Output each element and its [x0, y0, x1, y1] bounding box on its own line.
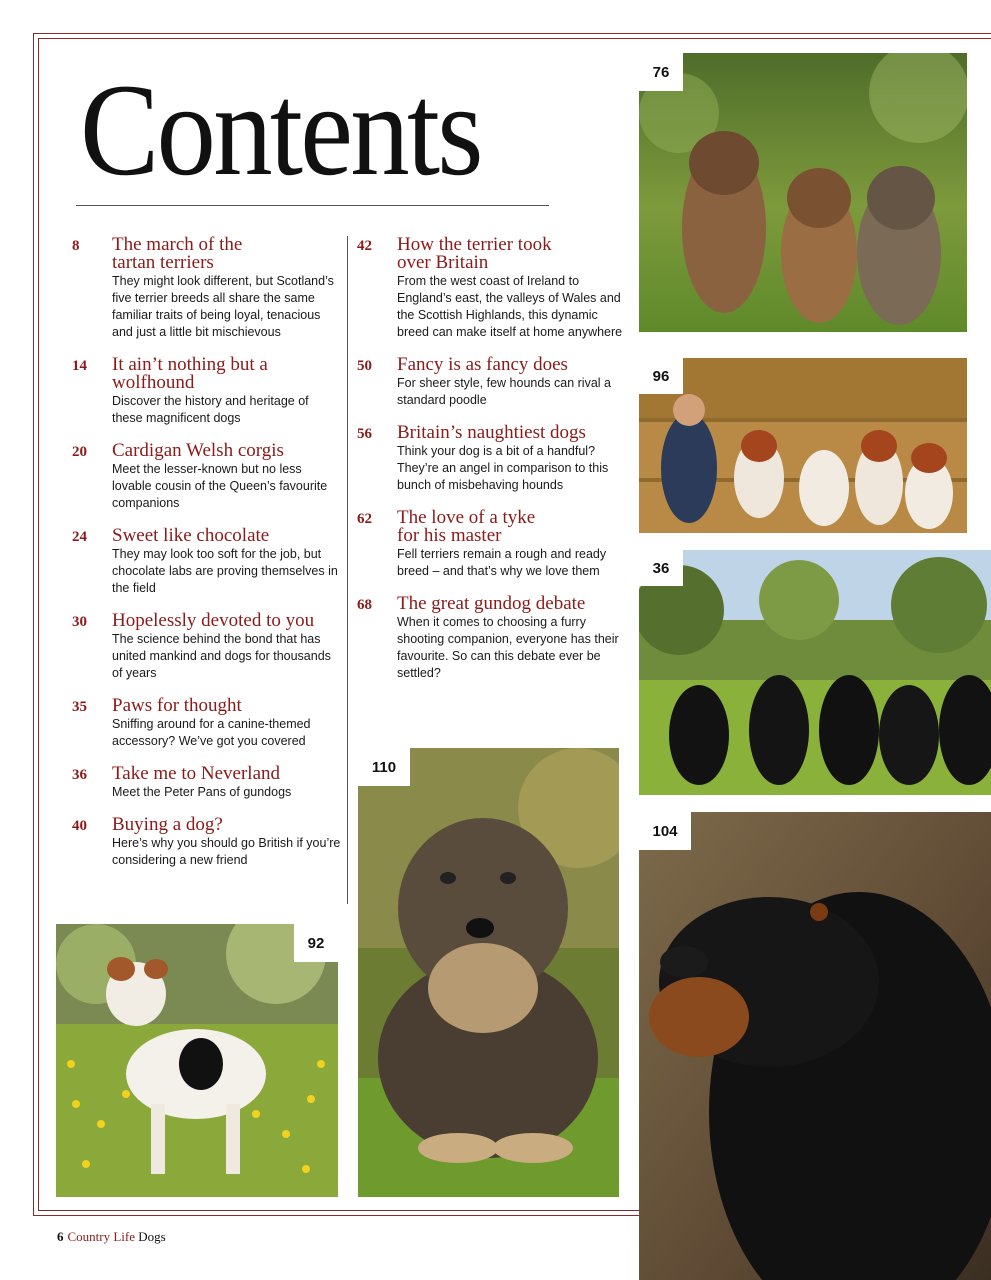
entry-heading: Take me to Neverland: [112, 763, 281, 784]
entry-description: Discover the history and heritage of these magnificent dogs: [112, 394, 309, 425]
contents-entry[interactable]: [72, 356, 342, 427]
entry-heading: The march of the tartan terriers: [112, 234, 243, 273]
entry-heading: The love of a tyke for his master: [397, 507, 536, 546]
contents-entry[interactable]: [72, 527, 342, 597]
entry-description: They may look too soft for the job, but chocolate labs are proving themselves in the field: [112, 547, 338, 595]
entry-page-number: 35: [72, 699, 87, 715]
entry-page-number: 24: [72, 529, 87, 545]
entry-heading: Hopelessly devoted to you: [112, 610, 315, 631]
wire-haired-dachshund-photo[interactable]: [358, 748, 619, 1197]
entry-page-number: 8: [72, 238, 80, 254]
entry-page-number: 50: [357, 358, 372, 374]
contents-right-column: [357, 236, 627, 682]
wire-fox-terrier-photo[interactable]: [56, 924, 338, 1197]
entry-description: When it comes to choosing a furry shooting companion, everyone has their favourite. So can this debate ever be settled?: [397, 615, 619, 680]
contents-entry[interactable]: [72, 816, 342, 869]
photo-page-tag: 76: [639, 53, 683, 91]
page-footer: [57, 1229, 166, 1245]
contents-entry[interactable]: [72, 442, 342, 512]
contents-entry[interactable]: [357, 236, 627, 341]
entry-description: Think your dog is a bit of a handful? They’re an angel in comparison to this bunch of misbehaving hounds: [397, 444, 609, 492]
entry-heading: Cardigan Welsh corgis: [112, 440, 284, 461]
entry-description: For sheer style, few hounds can rival a standard poodle: [397, 376, 611, 407]
contents-entry[interactable]: [72, 612, 342, 682]
entry-heading: Buying a dog?: [112, 814, 223, 835]
entry-description: They might look different, but Scotland’s five terrier breeds all share the same familiar traits of being loyal, tenacious and just a little bit mischievous: [112, 274, 334, 339]
entry-page-number: 56: [357, 426, 372, 442]
entry-page-number: 30: [72, 614, 87, 630]
entry-page-number: 14: [72, 358, 87, 374]
entry-page-number: 42: [357, 238, 372, 254]
entry-page-number: 40: [72, 818, 87, 834]
entry-description: From the west coast of Ireland to England’s east, the valleys of Wales and the Scottish Highlands, this dynamic breed can make itself at home anywhere: [397, 274, 623, 339]
flatcoat-retrievers-photo[interactable]: [639, 550, 991, 795]
page-title: Contents: [80, 56, 481, 203]
footer-brand: Country Life: [67, 1229, 136, 1244]
entry-heading: Sweet like chocolate: [112, 525, 270, 546]
entry-heading: Fancy is as fancy does: [397, 354, 568, 375]
title-rule: [76, 205, 549, 206]
contents-entry[interactable]: [72, 236, 342, 341]
entry-page-number: 62: [357, 511, 372, 527]
entry-page-number: 68: [357, 597, 372, 613]
contents-entry[interactable]: [72, 765, 342, 801]
contents-left-column: [72, 236, 342, 869]
entry-page-number: 20: [72, 444, 87, 460]
entry-heading: The great gundog debate: [397, 593, 586, 614]
contents-entry[interactable]: [72, 697, 342, 750]
photo-page-tag: 36: [639, 550, 683, 586]
column-divider: [347, 236, 348, 904]
gordon-setter-photo[interactable]: [639, 812, 991, 1280]
border-terriers-photo[interactable]: [639, 53, 967, 332]
entry-description: Here’s why you should go British if you’re considering a new friend: [112, 836, 341, 867]
entry-heading: Britain’s naughtiest dogs: [397, 422, 586, 443]
contents-entry[interactable]: [357, 509, 627, 580]
footer-page-number: 6: [57, 1229, 64, 1244]
entry-page-number: 36: [72, 767, 87, 783]
entry-description: Meet the Peter Pans of gundogs: [112, 785, 292, 799]
contents-entry[interactable]: [357, 595, 627, 682]
contents-entry[interactable]: [357, 356, 627, 409]
entry-heading: It ain’t nothing but a wolfhound: [112, 354, 268, 393]
entry-heading: How the terrier took over Britain: [397, 234, 552, 273]
footer-suffix: Dogs: [138, 1229, 166, 1244]
photo-page-tag: 104: [639, 812, 691, 850]
contents-entry[interactable]: [357, 424, 627, 494]
entry-description: Sniffing around for a canine-themed accessory? We’ve got you covered: [112, 717, 311, 748]
photo-page-tag: 96: [639, 358, 683, 394]
photo-page-tag: 110: [358, 748, 410, 786]
welsh-springers-photo[interactable]: [639, 358, 967, 533]
photo-page-tag: 92: [294, 924, 338, 962]
entry-description: Meet the lesser-known but no less lovable cousin of the Queen’s favourite companions: [112, 462, 328, 510]
entry-heading: Paws for thought: [112, 695, 242, 716]
entry-description: Fell terriers remain a rough and ready breed – and that’s why we love them: [397, 547, 607, 578]
entry-description: The science behind the bond that has united mankind and dogs for thousands of years: [112, 632, 331, 680]
